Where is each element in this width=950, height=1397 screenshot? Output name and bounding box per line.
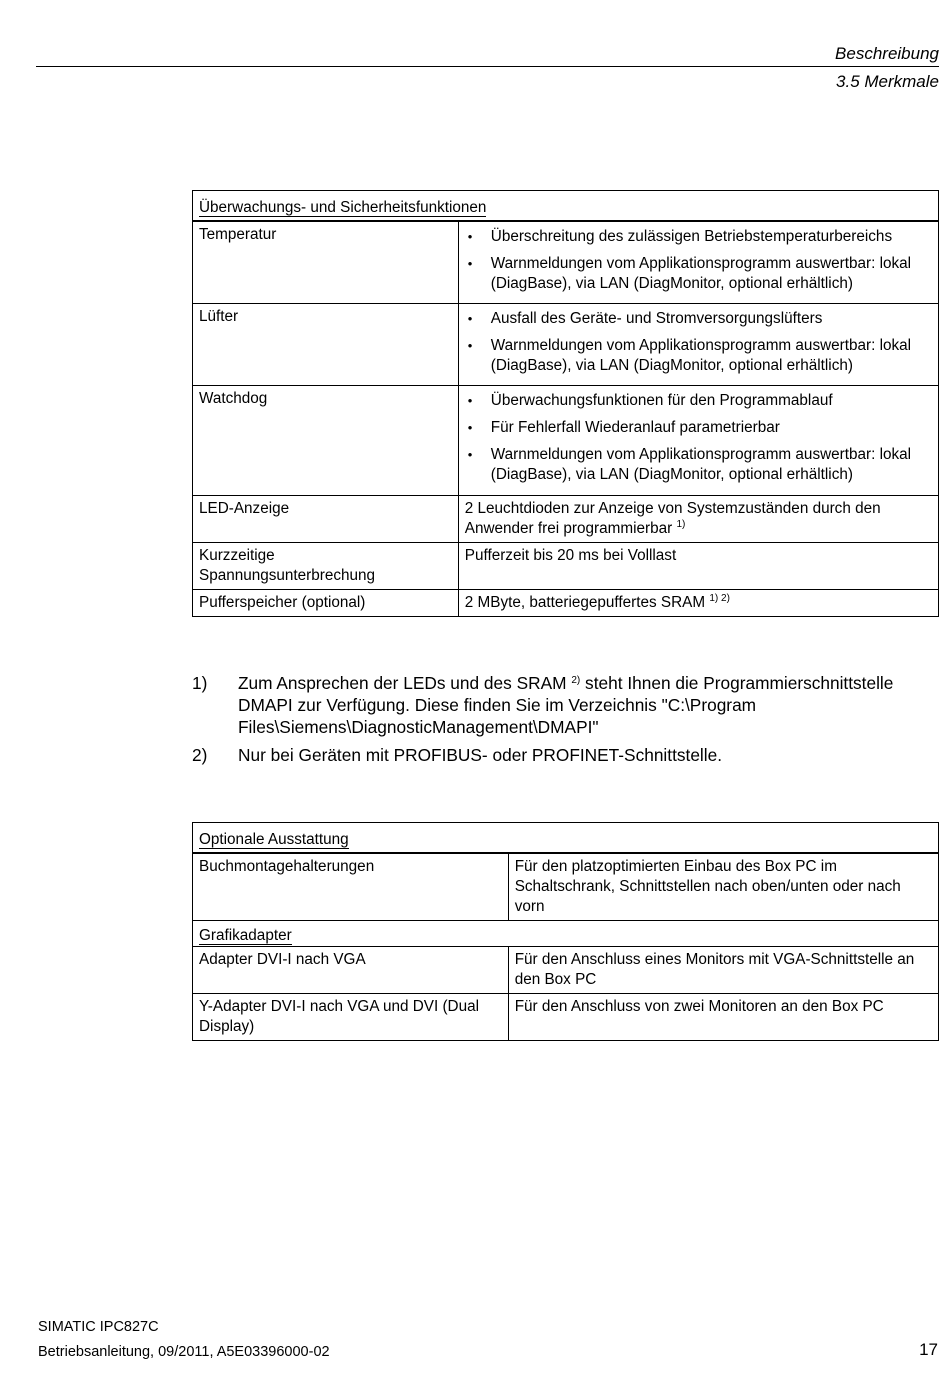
row-value: 2 Leuchtdioden zur Anzeige von Systemzuständen durch den Anwender frei programmierbar $^{1)}$ (458, 496, 938, 543)
row-value: Pufferzeit bis 20 ms bei Volllast (458, 543, 938, 590)
row-label: Adapter DVI-I nach VGA (193, 946, 509, 993)
row-label: LED-Anzeige (193, 496, 459, 543)
row-label: Kurzzeitige Spannungsunterbrechung (193, 543, 459, 590)
footnote-number: 1) (192, 673, 208, 693)
footnotes (192, 672, 937, 772)
footnote (192, 672, 937, 738)
footnote-ref: 1) 2) (709, 593, 730, 604)
footnote-number: 2) (192, 745, 208, 765)
footnote-ref: 1) (676, 519, 686, 530)
header-section: 3.5 Merkmale (836, 72, 939, 91)
footer-product: SIMATIC IPC827C (38, 1319, 159, 1335)
table-section-title: Überwachungs- und Sicherheitsfunktionen (193, 191, 939, 221)
row-value: 2 MByte, batteriegepuffertes SRAM $^{1) 2)}$ (458, 590, 938, 617)
list-item: • Warnmeldungen vom Applikationsprogramm auswertbar: lokal (DiagBase), via LAN (DiagMonitor, optional erhältlich) (465, 336, 932, 376)
row-value (458, 386, 938, 496)
row-value (458, 304, 938, 386)
list-item: • Überwachungsfunktionen für den Programmablauf (465, 391, 932, 411)
row-label: Watchdog (193, 386, 459, 496)
monitoring-table (192, 190, 939, 617)
footnote (192, 744, 937, 766)
options-table (192, 822, 939, 1041)
footer-document: Betriebsanleitung, 09/2011, A5E03396000-02 (38, 1344, 330, 1360)
header-chapter: Beschreibung (835, 44, 939, 63)
list-item: • Für Fehlerfall Wiederanlauf parametrierbar (465, 418, 932, 438)
list-item: • Ausfall des Geräte- und Stromversorgungslüfters (465, 309, 932, 329)
footnote-text: Zum Ansprechen der LEDs und des SRAM $^{2)}$ steht Ihnen die Programmierschnittstelle DMAPI zur Verfügung. Diese finden Sie im Verzeichnis "C:\Program Files\Siemens\DiagnosticManagement\DMAPI" (238, 673, 894, 737)
header-rule (36, 66, 939, 67)
row-value: Für den Anschluss von zwei Monitoren an den Box PC (508, 993, 938, 1040)
row-label: Pufferspeicher (optional) (193, 590, 459, 617)
footnote-text: Nur bei Geräten mit PROFIBUS- oder PROFINET-Schnittstelle. (238, 745, 723, 765)
row-value: Für den platzoptimierten Einbau des Box PC im Schaltschrank, Schnittstellen nach oben/unten oder nach vorn (508, 853, 938, 921)
row-value (458, 221, 938, 304)
page-number: 17 (919, 1340, 938, 1359)
row-value: Für den Anschluss eines Monitors mit VGA-Schnittstelle an den Box PC (508, 946, 938, 993)
row-label: Lüfter (193, 304, 459, 386)
table-section-title: Optionale Ausstattung (193, 823, 939, 853)
list-item: • Überschreitung des zulässigen Betriebstemperaturbereichs (465, 227, 932, 247)
row-label: Temperatur (193, 221, 459, 304)
table-subsection-title: Grafikadapter (193, 920, 939, 946)
list-item: • Warnmeldungen vom Applikationsprogramm auswertbar: lokal (DiagBase), via LAN (DiagMonitor, optional erhältlich) (465, 254, 932, 294)
list-item: • Warnmeldungen vom Applikationsprogramm auswertbar: lokal (DiagBase), via LAN (DiagMonitor, optional erhältlich) (465, 445, 932, 485)
row-label: Buchmontagehalterungen (193, 853, 509, 921)
row-label: Y-Adapter DVI-I nach VGA und DVI (Dual Display) (193, 993, 509, 1040)
